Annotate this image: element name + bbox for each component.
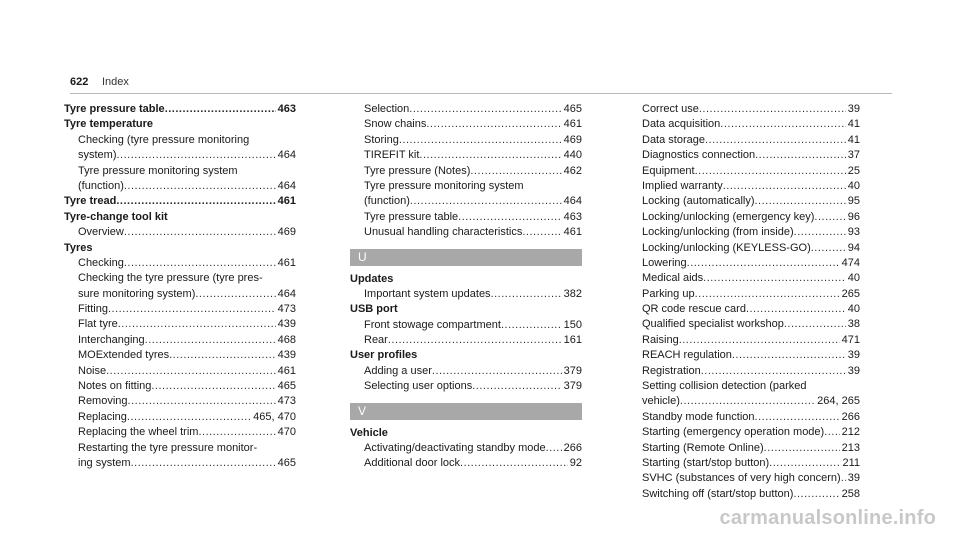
page-reference[interactable]: 465, 470 xyxy=(253,410,296,423)
page-reference[interactable]: 382 xyxy=(563,287,582,300)
index-subentry xyxy=(350,148,582,163)
page-reference[interactable]: 473 xyxy=(277,303,296,316)
index-subentry xyxy=(628,302,860,317)
entry-text: Selection xyxy=(364,102,410,115)
entry-text: Interchanging xyxy=(78,333,145,346)
entry-text: SVHC (substances of very high concern) xyxy=(642,472,841,485)
dot-leader xyxy=(128,394,276,409)
page-reference[interactable]: 265 xyxy=(841,287,860,300)
index-subentry xyxy=(64,379,296,394)
entry-text: Equipment xyxy=(642,164,695,177)
dot-leader xyxy=(124,256,276,271)
index-subentry xyxy=(628,271,860,286)
page-reference[interactable]: 39 xyxy=(847,472,860,485)
page-reference[interactable]: 41 xyxy=(847,133,860,146)
page-reference[interactable]: 440 xyxy=(563,149,582,162)
index-subentry xyxy=(628,241,860,256)
dot-leader xyxy=(705,133,846,148)
dot-leader xyxy=(145,333,276,348)
page-reference[interactable]: 439 xyxy=(277,349,296,362)
entry-text: Unusual handling characteristics xyxy=(364,226,523,239)
index-subentry xyxy=(64,317,296,332)
index-column-3 xyxy=(628,102,860,502)
entry-text: Locking/unlocking (emergency key) xyxy=(642,210,815,223)
index-subentry xyxy=(628,225,860,240)
page-reference[interactable]: 473 xyxy=(277,395,296,408)
index-subentry xyxy=(628,471,860,486)
page-reference[interactable]: 461 xyxy=(277,364,296,377)
entry-text: Adding a user xyxy=(364,364,432,377)
entry-text: Setting collision detection (parked xyxy=(642,380,807,393)
entry-text: Switching off (start/stop button) xyxy=(642,487,794,500)
entry-text: Starting (Remote Online) xyxy=(642,441,764,454)
index-subentry xyxy=(628,179,860,194)
dot-leader xyxy=(195,287,275,302)
dot-leader xyxy=(703,271,846,286)
index-subentry xyxy=(350,194,582,209)
dot-leader xyxy=(824,425,839,440)
entry-text: Tyre-change tool kit xyxy=(64,210,168,223)
dot-leader xyxy=(124,225,276,240)
entry-text: Data acquisition xyxy=(642,118,721,131)
index-subentry xyxy=(350,210,582,225)
dot-leader xyxy=(399,133,562,148)
dot-leader xyxy=(127,410,251,425)
page-reference[interactable]: 38 xyxy=(847,318,860,331)
entry-text: Notes on fitting xyxy=(78,380,152,393)
page-reference[interactable]: 25 xyxy=(847,164,860,177)
entry-text: Diagnostics connection xyxy=(642,149,756,162)
index-subentry xyxy=(628,333,860,348)
entry-text: Selecting user options xyxy=(364,380,473,393)
dot-leader xyxy=(723,179,846,194)
dot-leader xyxy=(458,210,561,225)
dot-leader xyxy=(472,379,561,394)
entry-text: Medical aids xyxy=(642,272,704,285)
dot-leader xyxy=(814,210,845,225)
page-reference[interactable]: 465 xyxy=(277,456,296,469)
page-reference[interactable]: 266 xyxy=(841,410,860,423)
dot-leader xyxy=(793,487,839,502)
dot-leader xyxy=(732,348,846,363)
page-reference[interactable]: 468 xyxy=(277,333,296,346)
dot-leader xyxy=(687,256,840,271)
index-subentry xyxy=(64,410,296,425)
page-reference[interactable]: 469 xyxy=(563,133,582,146)
dot-leader xyxy=(695,287,840,302)
index-subentry xyxy=(64,364,296,379)
page-reference[interactable]: 464 xyxy=(277,179,296,192)
index-subentry xyxy=(350,333,582,348)
section-title: Index xyxy=(102,76,129,88)
page-reference[interactable]: 465 xyxy=(277,380,296,393)
dot-leader xyxy=(769,456,840,471)
entry-text: Replacing xyxy=(78,410,127,423)
entry-text: system) xyxy=(78,149,117,162)
dot-leader xyxy=(679,333,840,348)
entry-text: Checking xyxy=(78,256,124,269)
entry-text: Front stowage compartment xyxy=(364,318,501,331)
dot-leader xyxy=(701,364,846,379)
entry-text: Replacing the wheel trim xyxy=(78,426,199,439)
entry-text: Starting (emergency operation mode) xyxy=(642,426,825,439)
entry-text: Registration xyxy=(642,364,701,377)
index-subentry xyxy=(64,456,296,471)
watermark: carmanualsonline.info xyxy=(719,507,936,529)
index-subentry xyxy=(350,441,582,456)
index-subentry xyxy=(64,348,296,363)
entry-text: Rear xyxy=(364,334,388,347)
dot-leader xyxy=(117,148,276,163)
dot-leader xyxy=(794,225,846,240)
page-header xyxy=(70,70,892,94)
page-reference[interactable]: 41 xyxy=(847,118,860,131)
page-reference[interactable]: 39 xyxy=(847,364,860,377)
index-subentry xyxy=(628,317,860,332)
page-reference[interactable]: 258 xyxy=(841,487,860,500)
entry-text: Parking up xyxy=(642,287,695,300)
dot-leader xyxy=(460,456,568,471)
index-subentry xyxy=(628,102,860,117)
page-reference[interactable]: 264, 265 xyxy=(817,395,860,408)
entry-text: Implied warranty xyxy=(642,179,723,192)
index-subentry xyxy=(64,425,296,440)
index-subentry xyxy=(628,487,860,502)
index-subentry xyxy=(628,148,860,163)
entry-text: Additional door lock xyxy=(364,457,461,470)
page-reference[interactable]: 463 xyxy=(563,210,582,223)
page-reference[interactable]: 40 xyxy=(847,179,860,192)
dot-leader xyxy=(680,394,815,409)
index-subentry xyxy=(628,394,860,409)
dot-leader xyxy=(522,225,561,240)
entry-text: USB port xyxy=(350,303,398,316)
entry-text: Tyre pressure monitoring system xyxy=(78,164,238,177)
page-reference[interactable]: 463 xyxy=(277,102,296,115)
entry-text: Vehicle xyxy=(350,426,388,439)
index-subentry xyxy=(350,225,582,240)
entry-text: (function) xyxy=(78,179,124,192)
page-reference[interactable]: 96 xyxy=(847,210,860,223)
index-subentry xyxy=(64,179,296,194)
page-reference[interactable]: 379 xyxy=(563,380,582,393)
page-reference[interactable]: 266 xyxy=(563,442,582,455)
entry-text: Restarting the tyre pressure monitor- xyxy=(78,441,258,454)
entry-text: TIREFIT kit xyxy=(364,149,420,162)
page-reference[interactable]: 37 xyxy=(847,149,860,162)
index-entry-heading xyxy=(64,194,296,209)
page-reference[interactable]: 150 xyxy=(563,318,582,331)
entry-text: Tyre pressure table xyxy=(364,210,459,223)
dot-leader xyxy=(755,148,846,163)
entry-text: Locking/unlocking (from inside) xyxy=(642,226,794,239)
index-letter-heading: U xyxy=(350,249,582,266)
page-reference[interactable]: 461 xyxy=(563,226,582,239)
entry-text: Tyre pressure table xyxy=(64,102,165,115)
index-subentry xyxy=(64,394,296,409)
entry-text: Activating/deactivating standby mode xyxy=(364,442,546,455)
entry-text: Tyre pressure monitoring system xyxy=(364,179,524,192)
entry-text: Tyres xyxy=(64,241,93,254)
page-reference[interactable]: 474 xyxy=(841,256,860,269)
entry-text: Locking/unlocking (KEYLESS-GO) xyxy=(642,241,811,254)
index-subentry xyxy=(628,379,860,394)
dot-leader xyxy=(695,164,846,179)
dot-leader xyxy=(426,117,561,132)
dot-leader xyxy=(165,102,276,117)
entry-text: Tyre tread xyxy=(64,195,117,208)
entry-text: Important system updates xyxy=(364,287,491,300)
index-subentry xyxy=(350,179,582,194)
entry-text: Lowering xyxy=(642,256,687,269)
dot-leader xyxy=(198,425,275,440)
index-entry-heading xyxy=(350,272,582,287)
dot-leader xyxy=(118,317,276,332)
index-subentry xyxy=(628,348,860,363)
page-reference[interactable]: 40 xyxy=(847,272,860,285)
dot-leader xyxy=(169,348,276,363)
index-subentry xyxy=(64,333,296,348)
index-subentry xyxy=(628,410,860,425)
entry-text: sure monitoring system) xyxy=(78,287,196,300)
page-reference[interactable]: 469 xyxy=(277,226,296,239)
dot-leader xyxy=(470,164,561,179)
entry-text: REACH regulation xyxy=(642,349,732,362)
page-reference[interactable]: 465 xyxy=(563,102,582,115)
page-number: 622 xyxy=(70,76,89,88)
entry-text: MOExtended tyres xyxy=(78,349,170,362)
page-reference[interactable]: 461 xyxy=(277,256,296,269)
entry-text: Fitting xyxy=(78,303,108,316)
dot-leader xyxy=(432,364,562,379)
entry-text: Qualified specialist workshop xyxy=(642,318,784,331)
dot-leader xyxy=(755,410,840,425)
index-subentry xyxy=(628,364,860,379)
entry-text: Locking (automatically) xyxy=(642,195,755,208)
index-subentry xyxy=(64,256,296,271)
dot-leader xyxy=(755,194,846,209)
index-subentry xyxy=(350,379,582,394)
page-reference[interactable]: 39 xyxy=(847,349,860,362)
entry-text: Updates xyxy=(350,272,394,285)
index-subentry xyxy=(350,364,582,379)
entry-text: Data storage xyxy=(642,133,705,146)
dot-leader xyxy=(699,102,846,117)
index-entry-heading xyxy=(64,210,296,225)
page-reference[interactable]: 95 xyxy=(847,195,860,208)
entry-text: Storing xyxy=(364,133,399,146)
dot-leader xyxy=(106,364,276,379)
index-subentry xyxy=(628,287,860,302)
dot-leader xyxy=(784,317,846,332)
index-subentry xyxy=(350,287,582,302)
page-reference[interactable]: 40 xyxy=(847,303,860,316)
dot-leader xyxy=(764,441,840,456)
page-reference[interactable]: 212 xyxy=(841,426,860,439)
index-subentry xyxy=(64,225,296,240)
index-subentry xyxy=(350,117,582,132)
index-subentry xyxy=(64,287,296,302)
index-column-2 xyxy=(350,102,582,472)
entry-text: Starting (start/stop button) xyxy=(642,456,770,469)
dot-leader xyxy=(419,148,561,163)
dot-leader xyxy=(131,456,276,471)
entry-text: Checking (tyre pressure monitoring xyxy=(78,133,250,146)
dot-leader xyxy=(410,194,562,209)
index-subentry xyxy=(350,133,582,148)
entry-text: Raising xyxy=(642,333,679,346)
entry-text: Overview xyxy=(78,226,124,239)
page-reference[interactable]: 213 xyxy=(841,441,860,454)
entry-text: Tyre temperature xyxy=(64,118,154,131)
page-reference[interactable]: 39 xyxy=(847,102,860,115)
entry-text: Removing xyxy=(78,395,128,408)
dot-leader xyxy=(124,179,276,194)
entry-text: Flat tyre xyxy=(78,318,118,331)
index-entry-heading xyxy=(350,302,582,317)
index-subentry xyxy=(350,318,582,333)
entry-text: ing system xyxy=(78,456,131,469)
page-reference[interactable]: 94 xyxy=(847,241,860,254)
page-reference[interactable]: 439 xyxy=(277,318,296,331)
index-subentry xyxy=(628,164,860,179)
dot-leader xyxy=(546,441,562,456)
index-subentry xyxy=(628,194,860,209)
dot-leader xyxy=(720,117,845,132)
entry-text: User profiles xyxy=(350,349,418,362)
dot-leader xyxy=(501,318,562,333)
entry-text: Standby mode function xyxy=(642,410,755,423)
index-subentry xyxy=(628,456,860,471)
index-subentry xyxy=(350,164,582,179)
dot-leader xyxy=(388,333,562,348)
page-reference[interactable]: 464 xyxy=(563,195,582,208)
index-entry-heading xyxy=(64,241,296,256)
dot-leader xyxy=(151,379,275,394)
index-subentry xyxy=(64,164,296,179)
dot-leader xyxy=(811,241,846,256)
dot-leader xyxy=(116,194,275,209)
page-reference[interactable]: 464 xyxy=(277,287,296,300)
page-reference[interactable]: 471 xyxy=(841,333,860,346)
entry-text: Correct use xyxy=(642,102,699,115)
index-entry-heading xyxy=(350,348,582,363)
dot-leader xyxy=(746,302,846,317)
entry-text: Snow chains xyxy=(364,118,427,131)
page-reference[interactable]: 161 xyxy=(563,334,582,347)
page-reference[interactable]: 93 xyxy=(847,226,860,239)
index-subentry xyxy=(628,133,860,148)
index-entry-heading xyxy=(64,102,296,117)
index-subentry xyxy=(64,441,296,456)
entry-text: (function) xyxy=(364,195,410,208)
page-reference[interactable]: 462 xyxy=(563,164,582,177)
dot-leader xyxy=(491,287,562,302)
index-subentry xyxy=(64,302,296,317)
entry-text: Noise xyxy=(78,364,107,377)
page-reference[interactable]: 211 xyxy=(842,456,860,469)
index-subentry xyxy=(350,456,582,471)
dot-leader xyxy=(108,302,276,317)
index-letter-heading: V xyxy=(350,403,582,420)
index-subentry xyxy=(64,271,296,286)
index-subentry xyxy=(350,102,582,117)
index-subentry xyxy=(628,117,860,132)
index-subentry xyxy=(628,256,860,271)
index-subentry xyxy=(628,210,860,225)
dot-leader xyxy=(409,102,561,117)
index-subentry xyxy=(628,441,860,456)
index-subentry xyxy=(64,133,296,148)
page-reference[interactable]: 470 xyxy=(277,426,296,439)
index-entry-heading xyxy=(64,117,296,132)
page-reference[interactable]: 461 xyxy=(563,118,582,131)
entry-text: QR code rescue card xyxy=(642,303,746,316)
page-reference[interactable]: 379 xyxy=(563,364,582,377)
index-entry-heading xyxy=(350,426,582,441)
index-column-1 xyxy=(64,102,296,471)
entry-text: Tyre pressure (Notes) xyxy=(364,164,471,177)
page-reference[interactable]: 461 xyxy=(277,195,296,208)
index-subentry xyxy=(64,148,296,163)
index-subentry xyxy=(628,425,860,440)
entry-text: vehicle) xyxy=(642,395,680,408)
entry-text: Checking the tyre pressure (tyre pres- xyxy=(78,272,263,285)
page-reference[interactable]: 92 xyxy=(569,457,582,470)
page-reference[interactable]: 464 xyxy=(277,149,296,162)
